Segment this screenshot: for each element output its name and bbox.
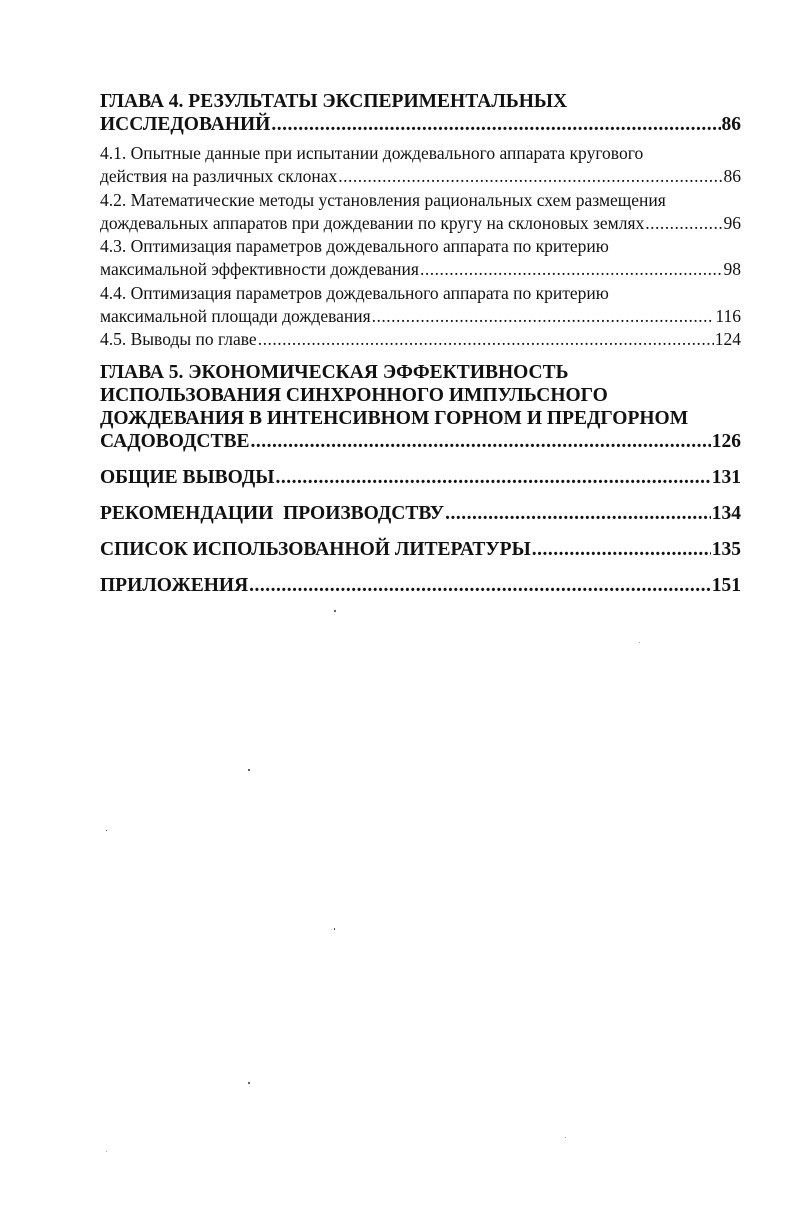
dot-leader <box>338 165 722 188</box>
dot-leader <box>420 258 723 281</box>
general-conclusions-title: ОБЩИЕ ВЫВОДЫ <box>100 466 275 488</box>
scan-speck <box>334 610 336 612</box>
chapter-5-page: 126 <box>711 430 741 452</box>
chapter-4-title-line-1: ГЛАВА 4. РЕЗУЛЬТАТЫ ЭКСПЕРИМЕНТАЛЬНЫХ <box>100 91 568 112</box>
scan-speck <box>248 769 250 771</box>
scan-speck <box>106 830 107 831</box>
references-title: СПИСОК ИСПОЛЬЗОВАННОЙ ЛИТЕРАТУРЫ <box>100 538 531 560</box>
section-title-line-1: 4.1. Опытные данные при испытании дождевального аппарата кругового <box>100 143 644 163</box>
section-page: 96 <box>723 212 741 233</box>
appendices-page: 151 <box>711 574 741 596</box>
toc-references <box>100 538 741 561</box>
references-entry <box>100 538 741 561</box>
section-page: 98 <box>723 259 741 280</box>
recommendations-entry <box>100 502 741 525</box>
section-page: 86 <box>723 166 741 187</box>
dot-leader <box>645 212 722 235</box>
toc-section-4-3 <box>100 235 741 282</box>
appendices-title: ПРИЛОЖЕНИЯ <box>100 574 249 596</box>
toc-section-4-5 <box>100 328 741 351</box>
dot-leader <box>251 430 711 453</box>
section-title-line-2: действия на различных склонах <box>100 166 338 187</box>
toc-chapter-4 <box>100 90 741 136</box>
section-title-line-1: 4.4. Оптимизация параметров дождевального аппарата по критерию <box>100 282 609 303</box>
dot-leader <box>258 328 714 351</box>
toc-appendices <box>100 574 741 597</box>
table-of-contents <box>100 90 741 597</box>
scan-speck <box>248 1082 250 1084</box>
chapter-5-title-line-3: ДОЖДЕВАНИЯ В ИНТЕНСИВНОМ ГОРНОМ И ПРЕДГОРНОМ <box>100 407 689 429</box>
chapter-4-page: 86 <box>721 114 741 135</box>
chapter-5-title-line-4: САДОВОДСТВЕ <box>100 430 250 452</box>
section-title: 4.5. Выводы по главе <box>100 329 257 350</box>
dot-leader <box>249 574 711 597</box>
toc-recommendations <box>100 502 741 525</box>
section-page: 124 <box>714 329 741 350</box>
scan-speck <box>106 1151 107 1152</box>
references-page: 135 <box>711 538 741 560</box>
toc-chapter-5 <box>100 361 741 453</box>
section-title-line-2: максимальной площади дождевания <box>100 306 371 327</box>
dot-leader <box>275 466 710 489</box>
section-title-line-2: дождевальных аппаратов при дождевании по кругу на склоновых землях <box>100 212 645 233</box>
section-title-line-1: 4.2. Математические методы установления рациональных схем размещения <box>100 189 666 210</box>
dot-leader <box>271 113 720 136</box>
scan-speck <box>334 928 335 930</box>
section-entry <box>100 305 741 328</box>
section-entry <box>100 258 741 281</box>
section-title-line-1: 4.3. Оптимизация параметров дождевального аппарата по критерию <box>100 236 609 257</box>
chapter-4-entry <box>100 113 741 136</box>
section-entry <box>100 212 741 235</box>
chapter-4-title-line-2: ИССЛЕДОВАНИЙ <box>100 114 271 135</box>
toc-general-conclusions <box>100 466 741 489</box>
section-entry <box>100 328 741 351</box>
general-conclusions-entry <box>100 466 741 489</box>
toc-section-4-4 <box>100 282 741 329</box>
recommendations-title: РЕКОМЕНДАЦИИ ПРОИЗВОДСТВУ <box>100 502 445 524</box>
dot-leader <box>372 305 715 328</box>
scan-speck <box>639 642 640 643</box>
chapter-5-entry <box>100 430 741 453</box>
general-conclusions-page: 131 <box>711 466 741 488</box>
section-page: 116 <box>715 306 741 327</box>
appendices-entry <box>100 574 741 597</box>
recommendations-page: 134 <box>711 502 741 524</box>
dot-leader <box>445 502 711 525</box>
dot-leader <box>532 538 711 561</box>
scan-speck <box>565 1137 566 1138</box>
section-title-line-2: максимальной эффективности дождевания <box>100 259 419 280</box>
chapter-5-title-line-1: ГЛАВА 5. ЭКОНОМИЧЕСКАЯ ЭФФЕКТИВНОСТЬ <box>100 361 569 383</box>
toc-section-4-1 <box>100 142 741 189</box>
chapter-5-title-line-2: ИСПОЛЬЗОВАНИЯ СИНХРОННОГО ИМПУЛЬСНОГО <box>100 384 608 406</box>
toc-section-4-2 <box>100 189 741 236</box>
section-entry <box>100 165 741 188</box>
